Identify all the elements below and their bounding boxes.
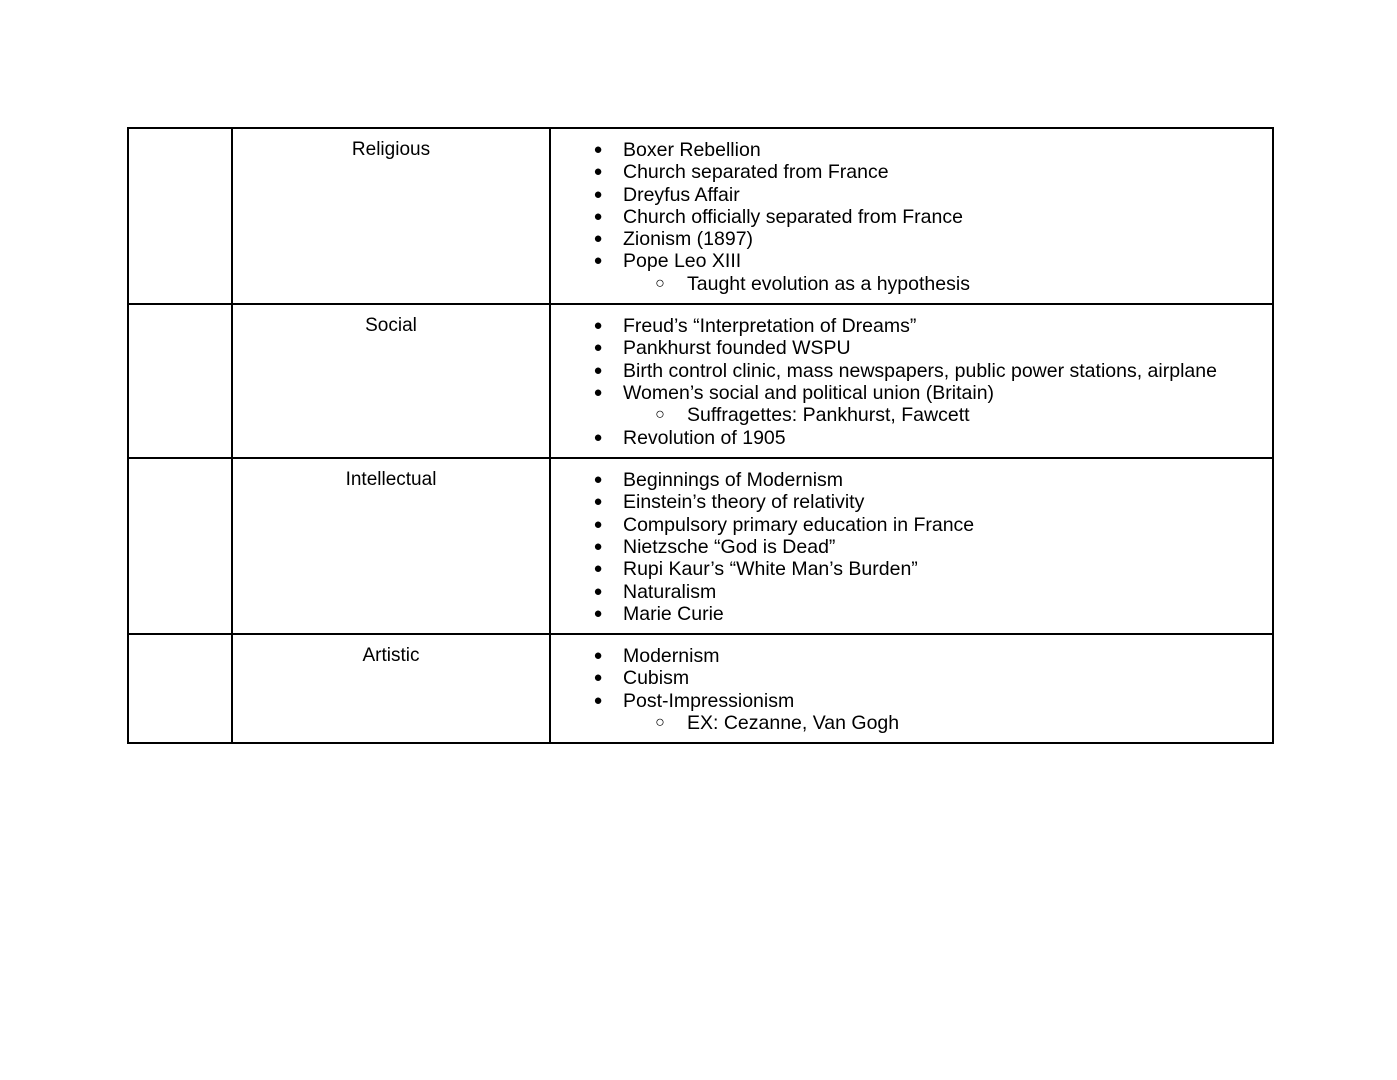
list-item-text: Freud’s “Interpretation of Dreams” [623,315,917,338]
empty-cell [128,304,232,458]
list-item-text: Church officially separated from France [623,205,963,228]
list-item-text: EX: Cezanne, Van Gogh [687,712,900,735]
list-item [551,690,1272,712]
notes-table-body [128,128,1273,743]
bullet-dot-icon: ● [593,428,603,446]
list-item-text: Zionism (1897) [623,228,754,251]
bullet-circle-icon: ○ [655,274,665,292]
empty-cell [128,128,232,304]
list-item-text: Church separated from France [623,161,889,184]
list-item [551,382,1272,404]
list-item [551,184,1272,206]
list-item [551,315,1272,337]
bullet-dot-icon: ● [593,317,603,335]
bullet-list [550,458,1273,634]
list-item [551,161,1272,183]
notes-table [127,127,1274,744]
bullet-circle-icon: ○ [655,714,665,732]
list-item-text: Birth control clinic, mass newspapers, public power stations, airplane [623,359,1217,382]
bullet-dot-icon: ● [593,207,603,225]
list-item-text: Suffragettes: Pankhurst, Fawcett [687,404,970,427]
bullet-dot-icon: ● [593,339,603,357]
list-item-text: Naturalism [623,580,717,603]
table-row [128,458,1273,634]
bullet-dot-icon: ● [593,230,603,248]
list-item-text: Cubism [623,667,690,690]
list-item-text: Einstein’s theory of relativity [623,491,865,514]
category-label: Intellectual [232,458,550,634]
list-item-text: Boxer Rebellion [623,139,761,161]
list-item [551,139,1272,161]
list-item-text: Nietzsche “God is Dead” [623,535,836,558]
list-item [551,228,1272,250]
list-item-text: Rupi Kaur’s “White Man’s Burden” [623,558,918,581]
bullet-list [550,304,1273,458]
table-row [128,128,1273,304]
bullet-dot-icon: ● [593,604,603,622]
category-label: Social [232,304,550,458]
bullet-dot-icon: ● [593,560,603,578]
list-item [551,404,1272,426]
bullet-dot-icon: ● [593,141,603,158]
list-item [551,250,1272,272]
list-item-text: Taught evolution as a hypothesis [687,272,970,295]
bullet-dot-icon: ● [593,252,603,270]
bullet-dot-icon: ● [593,361,603,379]
list-item [551,667,1272,689]
bullet-dot-icon: ● [593,163,603,181]
list-item [551,536,1272,558]
list-item [551,558,1272,580]
list-item-text: Marie Curie [623,602,724,625]
table-row [128,304,1273,458]
empty-cell [128,458,232,634]
list-item-text: Pankhurst founded WSPU [623,337,851,360]
bullet-list [550,128,1273,304]
list-item [551,360,1272,382]
bullet-dot-icon: ● [593,383,603,401]
table-row [128,634,1273,743]
bullet-dot-icon: ● [593,185,603,203]
empty-cell [128,634,232,743]
list-item [551,206,1272,228]
list-item-text: Women’s social and political union (Britain) [623,381,995,404]
list-item [551,581,1272,603]
bullet-dot-icon: ● [593,537,603,555]
bullet-dot-icon: ● [593,515,603,533]
list-item-text: Dreyfus Affair [623,183,740,206]
bullet-dot-icon: ● [593,471,603,489]
list-item [551,469,1272,491]
category-label: Religious [232,128,550,304]
list-item-text: Revolution of 1905 [623,426,786,449]
list-item [551,491,1272,513]
bullet-list [550,634,1273,743]
list-item-text: Pope Leo XIII [623,250,742,273]
bullet-dot-icon: ● [593,582,603,600]
category-label: Artistic [232,634,550,743]
bullet-dot-icon: ● [593,647,603,665]
list-item-text: Compulsory primary education in France [623,513,975,536]
list-item [551,337,1272,359]
list-item [551,273,1272,295]
bullet-circle-icon: ○ [655,406,665,424]
list-item [551,427,1272,449]
list-item [551,603,1272,625]
bullet-dot-icon: ● [593,493,603,511]
list-item-text: Beginnings of Modernism [623,469,844,492]
list-item [551,645,1272,667]
bullet-dot-icon: ● [593,691,603,709]
bullet-dot-icon: ● [593,669,603,687]
list-item-text: Modernism [623,645,720,668]
list-item-text: Post-Impressionism [623,689,795,712]
list-item [551,514,1272,536]
list-item [551,712,1272,734]
